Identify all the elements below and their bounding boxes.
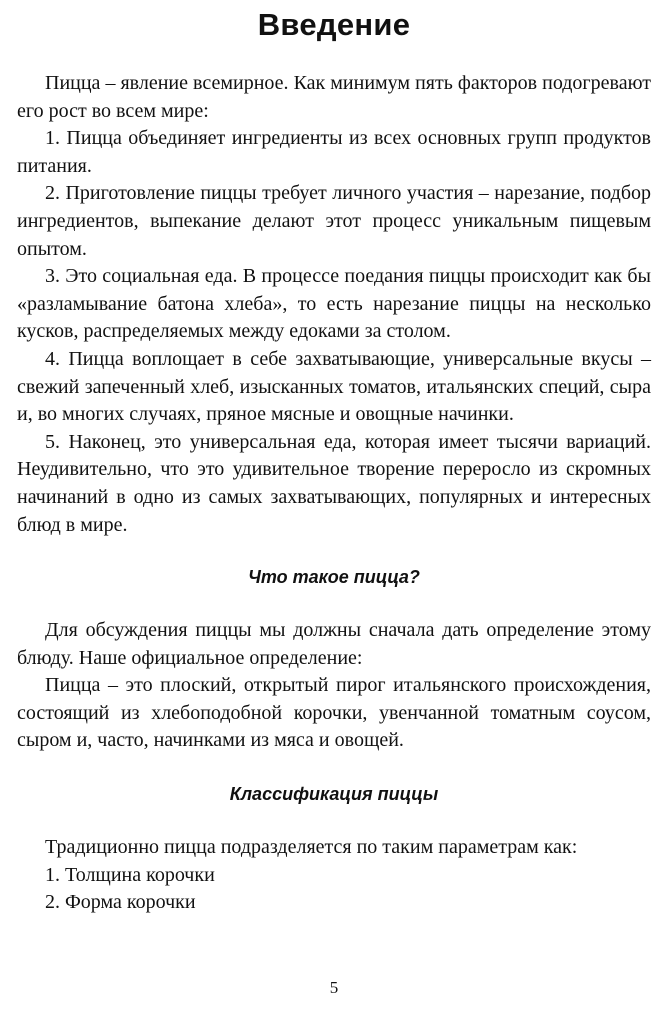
factor-1-paragraph: 1. Пицца объединяет ингредиенты из всех основных групп продуктов питания. <box>17 127 651 177</box>
factor-4-paragraph: 4. Пицца воплощает в себе захватывающие, универсальные вкусы – свежий запеченный хлеб, изысканных томатов, итальянских специй, сыра и, во многих случаях, пряное мясные и овощные начинки. <box>17 347 651 426</box>
what-is-pizza-heading: Что такое пицца? <box>248 567 420 588</box>
book-page <box>17 0 651 1011</box>
definition-paragraph: Пицца – это плоский, открытый пирог итальянского происхождения, состоящий из хлебоподобной корочки, увенчанной томатным соусом, сыром и, часто, начинками из мяса и овощей. <box>17 674 651 752</box>
classification-item-2: 2. Форма корочки <box>45 891 196 914</box>
classification-item-1: 1. Толщина корочки <box>45 863 215 886</box>
factor-3-paragraph: 3. Это социальная еда. В процессе поедания пиццы происходит как бы «разламывание батона хлеба», то есть нарезание пиццы на несколько кусков, распределяемых между едоками за столом. <box>17 265 651 343</box>
intro-paragraph: Пицца – явление всемирное. Как минимум пять факторов подогревают его рост во всем мире: <box>17 72 651 122</box>
page-number: 5 <box>329 978 339 997</box>
factor-2-paragraph: 2. Приготовление пиццы требует личного участия – нарезание, подбор ингредиентов, выпекание делают этот процесс уникальным пищевым опытом. <box>17 182 651 260</box>
page-title: Введение <box>257 7 411 42</box>
classification-section <box>17 834 651 917</box>
definition-intro-paragraph: Для обсуждения пиццы мы должны сначала дать определение этому блюду. Наше официальное определение: <box>17 619 651 669</box>
classification-intro-paragraph: Традиционно пицца подразделяется по таким параметрам как: <box>45 836 578 859</box>
factor-5-paragraph: 5. Наконец, это универсальная еда, которая имеет тысячи вариаций. Неудивительно, что это удивительное творение переросло из скромных начинаний в одно из самых захватывающих, популярных и интересных блюд в мире. <box>17 430 651 536</box>
intro-section <box>17 70 651 539</box>
classification-heading: Классификация пиццы <box>229 784 439 805</box>
what-is-pizza-section <box>17 617 651 755</box>
